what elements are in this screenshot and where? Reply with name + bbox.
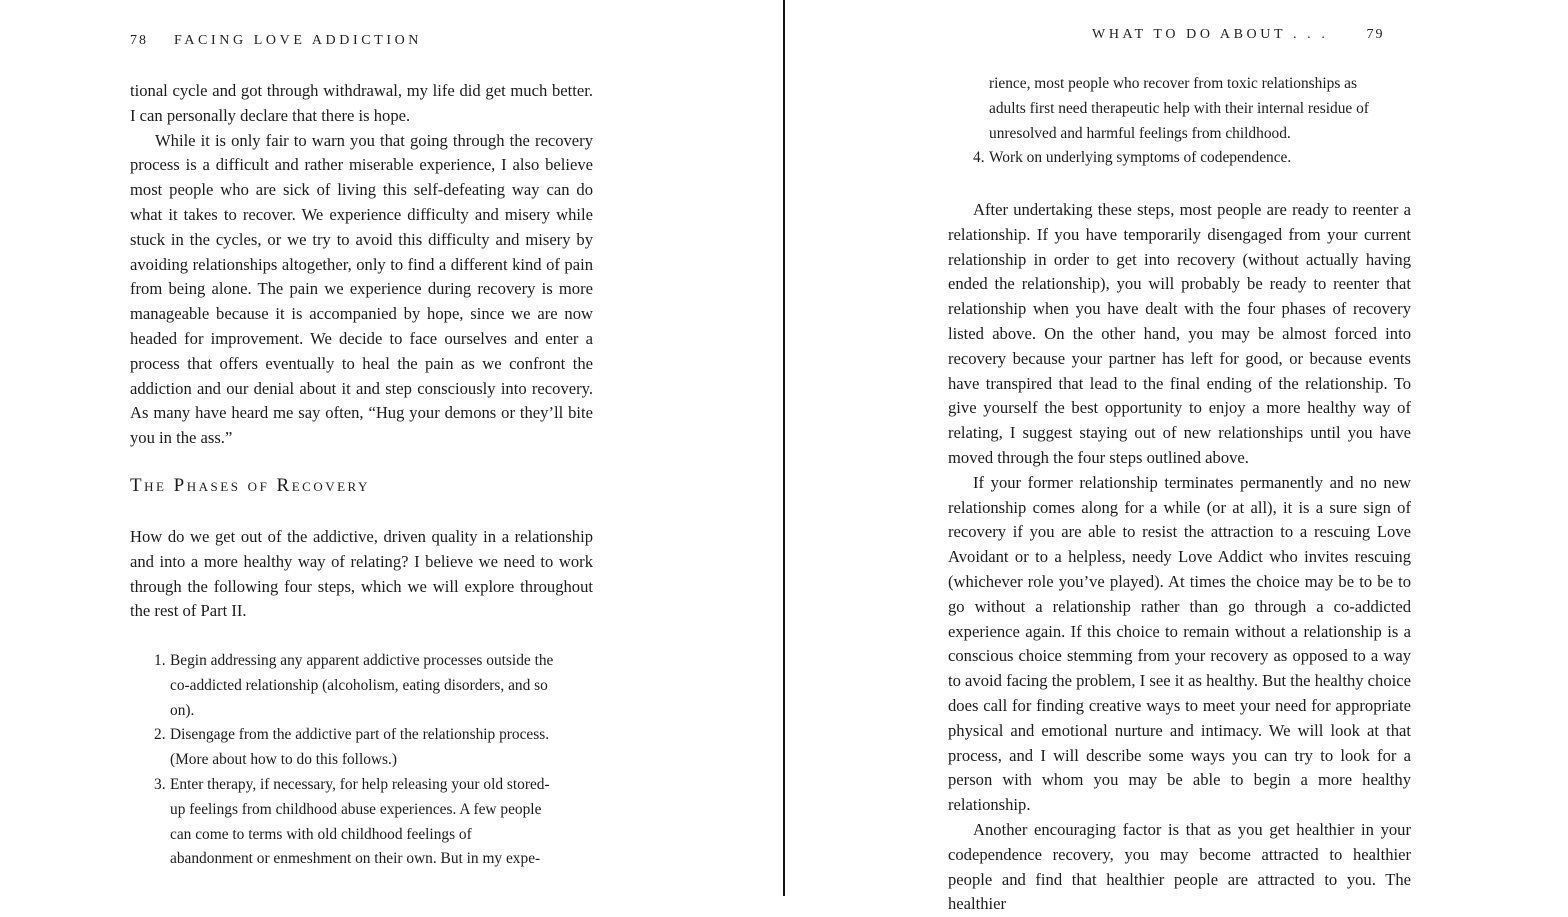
list-item xyxy=(154,649,554,723)
list-item-text: Disengage from the addictive part of the relationship process. (More about how to do this follows.) xyxy=(170,726,550,769)
list-item-text: Enter therapy, if necessary, for help releasing your old stored-up feelings from childhood abuse experiences. A few people can come to terms with old childhood feelings of abandonment or enmeshment on their own. But in my expe- xyxy=(170,775,550,868)
recovery-steps-list xyxy=(154,649,554,872)
list-item-continuation: rience, most people who recover from toxic relationships as adults first need therapeutic help with their internal residue of unresolved and harmful feelings from childhood. xyxy=(989,75,1369,142)
list-item-number: 1. xyxy=(154,652,166,669)
left-page-number: 78 xyxy=(130,33,148,48)
recovery-steps-continued xyxy=(973,72,1373,171)
right-page-number: 79 xyxy=(1366,27,1385,42)
section-intro: How do we get out of the addictive, driven quality in a relationship and into a more healthy way of relating? I believe we need to work through the following four steps, which we will explore throughout the rest of Part II. xyxy=(130,527,593,621)
right-running-head: WHAT TO DO ABOUT . . . xyxy=(1092,27,1329,42)
right-paragraph: Another encouraging factor is that as you get healthier in your codependence recovery, you may become attracted to healthier people and find that healthier people are attracted to you. The healthier xyxy=(948,819,1411,914)
right-body-text xyxy=(948,198,1411,917)
list-item-text: Work on underlying symptoms of codependence. xyxy=(989,149,1292,167)
list-item-number: 4. xyxy=(973,149,985,167)
right-running-header xyxy=(1092,27,1384,43)
section-heading: The Phases of Recovery xyxy=(130,475,370,496)
list-item xyxy=(154,723,554,773)
left-page xyxy=(0,0,783,896)
list-item-number: 2. xyxy=(154,726,166,744)
left-paragraph: tional cycle and got through withdrawal, my life did get much better. I can personally declare that there is hope. xyxy=(130,81,593,125)
right-paragraph: If your former relationship terminates permanently and no new relationship comes along for a while (or at all), it is a sure sign of recovery if you are able to resist the attraction to a rescuing Love Avoidant or to a helpless, needy Love Addict who invites rescuing (whichever role you’ve played). At times the choice may be to be to go without a relationship rather than go through a co-addicted experience again. If this choice to remain without a relationship is a conscious choice stemming from your recovery as opposed to a way to avoid facing the problem, I see it as healthy. But the healthy choice does call for finding creative ways to meet your need for appropriate physical and emotional nurture and intimacy. We will look at that process, and I will describe some ways you can try to look for a person with whom you may be able to begin a more healthy relationship. xyxy=(948,472,1411,815)
right-paragraph: After undertaking these steps, most people are ready to reenter a relationship. If you have temporarily disengaged from your current relationship in order to get into recovery (without actually having ended the relationship), you will probably be ready to reenter that relationship when you have dealt with the four phases of recovery listed above. On the other hand, you may be almost forced into recovery because your partner has left for good, or because events have transpired that lead to the final ending of the relationship. To give yourself the best opportunity to enjoy a more healthy way of relating, I suggest staying out of new relationships until you have moved through the four steps outlined above. xyxy=(948,200,1411,467)
right-page xyxy=(785,0,1568,914)
left-paragraph: While it is only fair to warn you that going through the recovery process is a difficult and rather miserable experience, I also believe most people who are sick of living this self-defeating way can do what it takes to recover. We experience difficulty and misery while stuck in the cycles, or we try to avoid this difficulty and misery by avoiding relationships altogether, only to find a different kind of pain from being alone. The pain we experience during recovery is more manageable because it is accompanied by hope, since we are now headed for improvement. We decide to face ourselves and enter a process that offers eventually to heal the pain as we confront the addiction and our denial about it and step consciously into recovery. As many have heard me say often, “Hug your demons or they’ll bite you in the ass.” xyxy=(130,130,593,448)
left-running-head: FACING LOVE ADDICTION xyxy=(174,33,422,48)
list-item xyxy=(154,773,554,872)
left-body-text xyxy=(130,79,593,451)
list-item xyxy=(973,146,1373,171)
list-item-text: Begin addressing any apparent addictive processes outside the co-addicted relationship (alcoholism, eating disorders, and so on). xyxy=(170,652,554,719)
left-running-header xyxy=(130,33,422,49)
list-item-number: 3. xyxy=(154,775,166,793)
